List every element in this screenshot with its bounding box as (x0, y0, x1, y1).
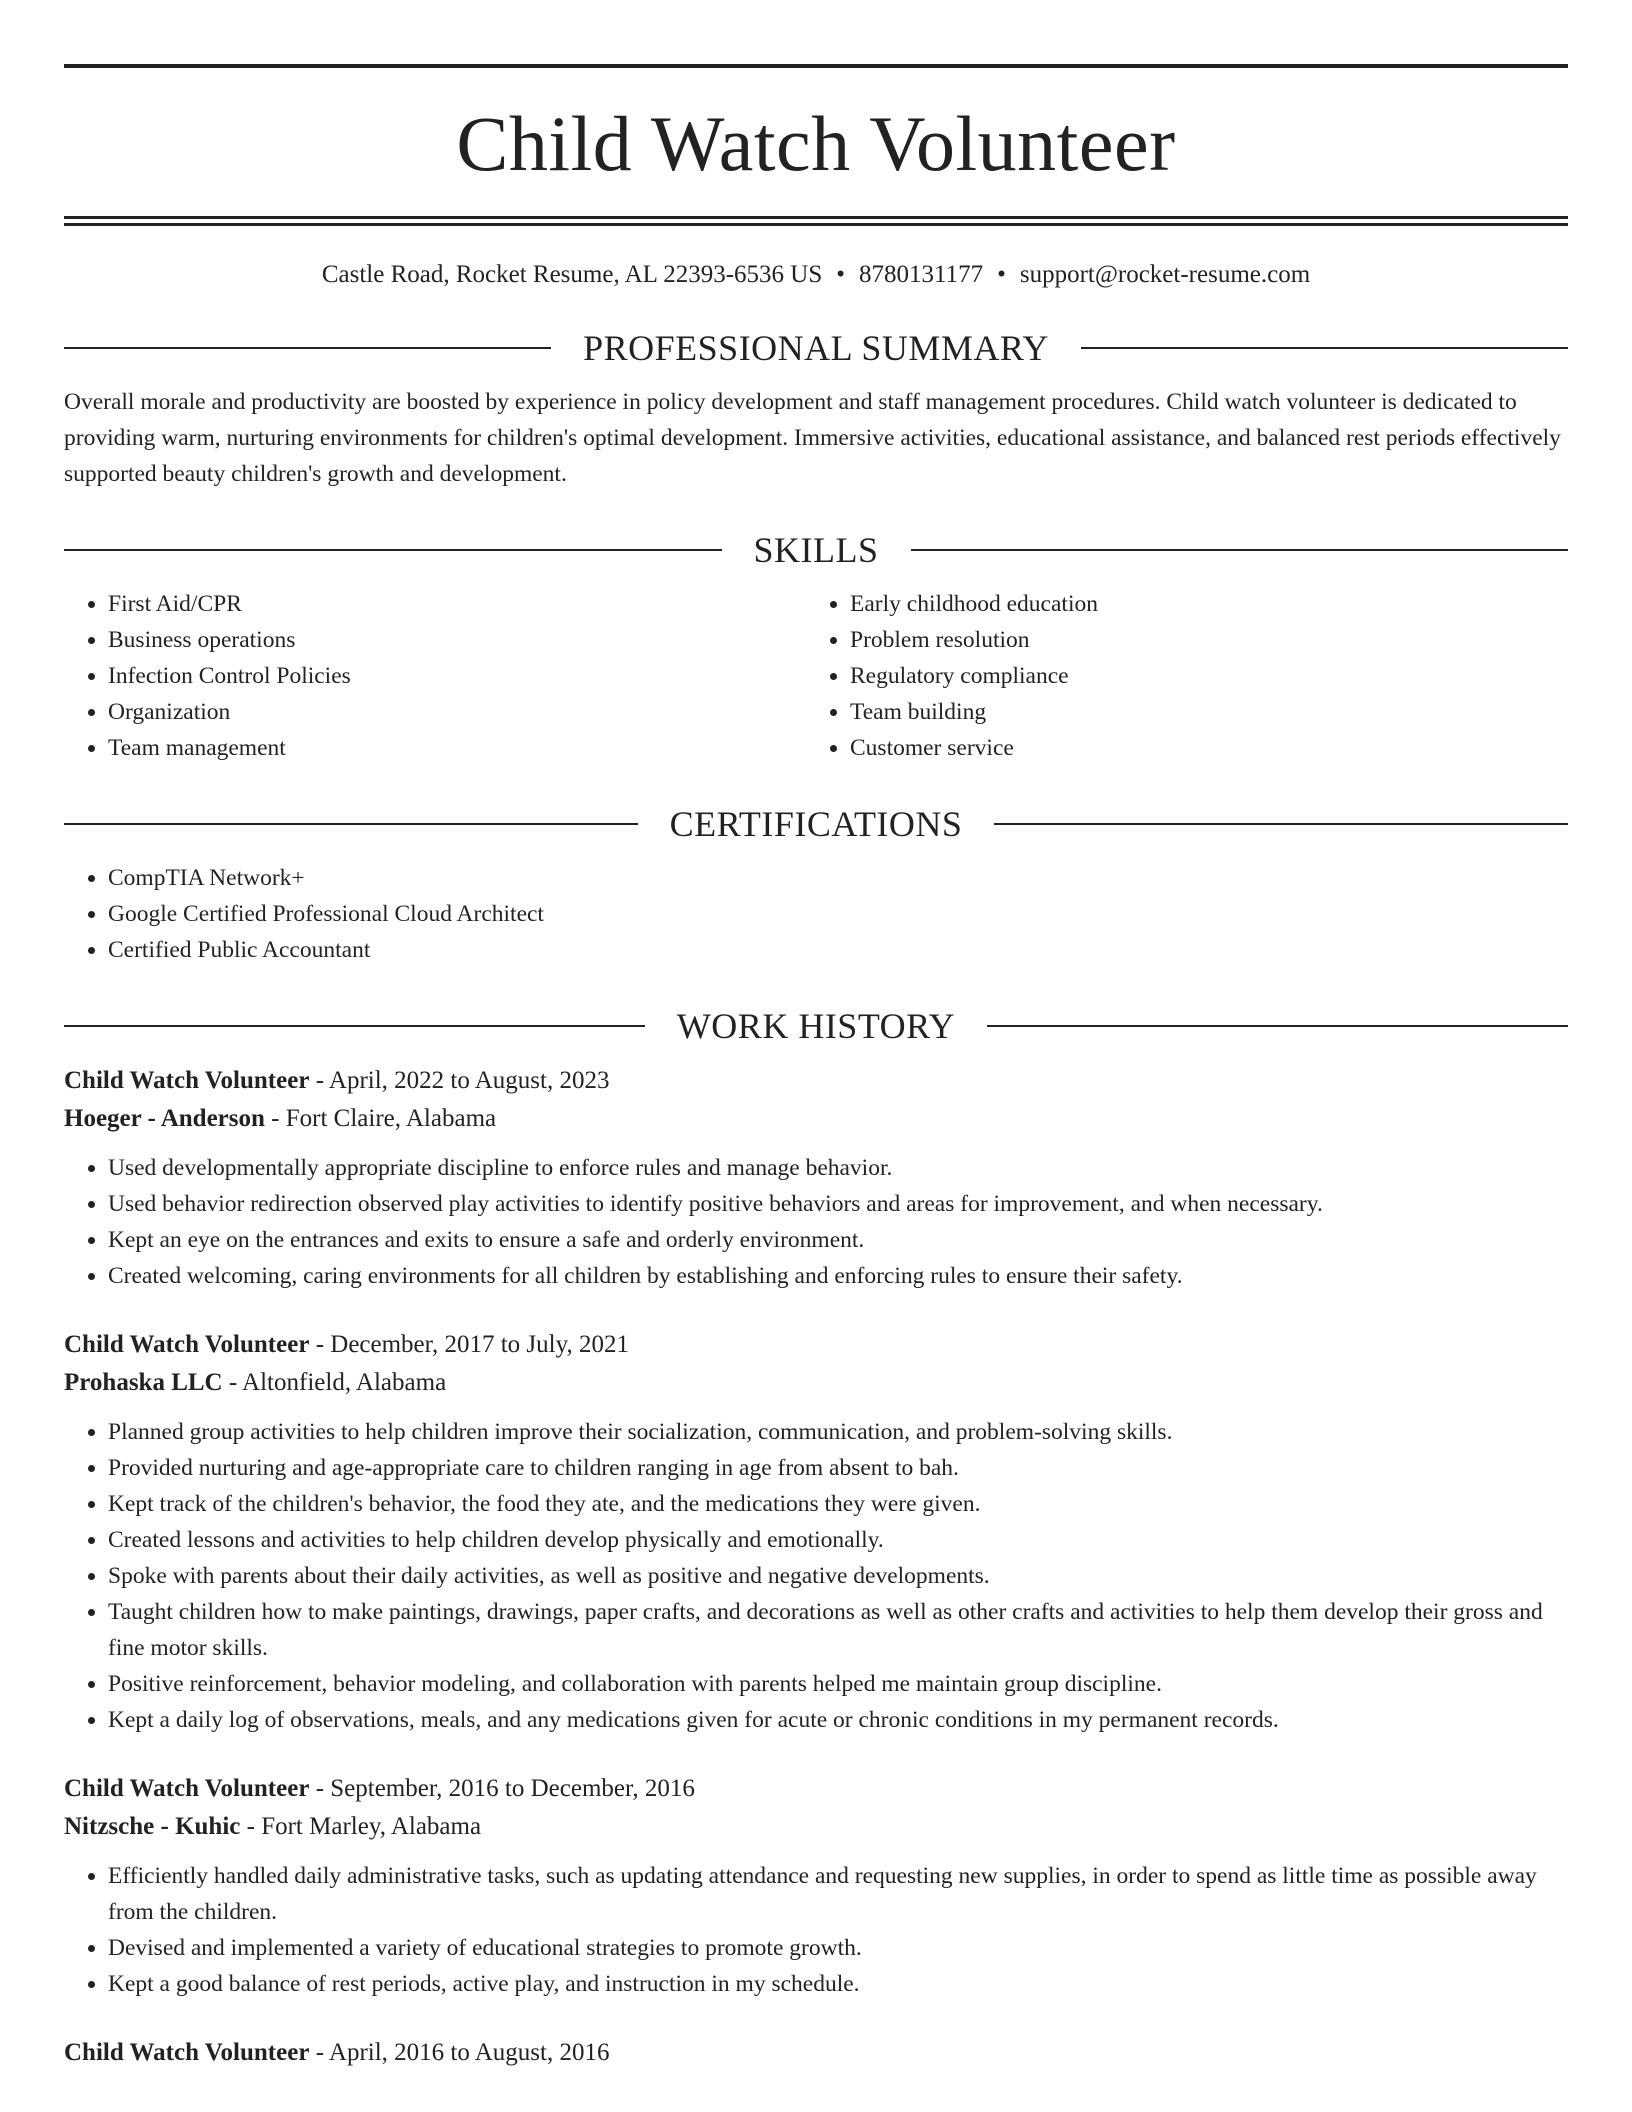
job-bullet: • Efficiently handled daily administrative tasks, such as updating attendance and requesting new supplies, in order to spend as little time as possible away from the children. (108, 1858, 1568, 1930)
job-company-line (64, 1808, 1568, 1846)
job-bullet: • Kept a daily log of observations, meals, and any medications given for acute or chronic conditions in my permanent records. (108, 1702, 1568, 1738)
job-bullets (64, 1858, 1568, 2002)
job-bullet: • Used developmentally appropriate discipline to enforce rules and manage behavior. (108, 1150, 1568, 1186)
job-bullet: • Used behavior redirection observed play activities to identify positive behaviors and areas for improvement, and when necessary. (108, 1186, 1568, 1222)
divider-line (64, 823, 638, 825)
job-entry (64, 1062, 1568, 1294)
job-bullet: • Taught children how to make paintings, drawings, paper crafts, and decorations as well as other crafts and activities to help them develop their gross and fine motor skills. (108, 1594, 1568, 1666)
skills-list-left (64, 586, 806, 766)
skills-column-left (64, 586, 806, 766)
job-dates: - April, 2022 to August, 2023 (309, 1067, 610, 1094)
job-title: Child Watch Volunteer (64, 2039, 310, 2066)
job-entry (64, 2034, 1568, 2072)
job-bullet: • Devised and implemented a variety of educational strategies to promote growth. (108, 1930, 1568, 1966)
job-title-line (64, 2034, 1568, 2072)
certification-item: • CompTIA Network+ (108, 860, 1568, 896)
contact-phone[interactable]: 8780131177 (859, 261, 984, 288)
job-bullet: • Kept an eye on the entrances and exits to ensure a safe and orderly environment. (108, 1222, 1568, 1258)
section-header-work-history (64, 1004, 1568, 1048)
section-title: SKILLS (753, 530, 879, 570)
job-title: Child Watch Volunteer (64, 1775, 310, 1802)
divider-line (64, 549, 722, 551)
skill-item: • Customer service (850, 730, 1548, 766)
job-company-line (64, 1364, 1568, 1402)
section-title: CERTIFICATIONS (669, 804, 963, 844)
job-entry (64, 1326, 1568, 1738)
certifications-list (64, 860, 1568, 968)
resume-page (64, 64, 1568, 2072)
contact-line (64, 260, 1568, 290)
job-bullet: • Spoke with parents about their daily activities, as well as positive and negative developments. (108, 1558, 1568, 1594)
job-dates: - September, 2016 to December, 2016 (309, 1775, 695, 1802)
job-dates: - December, 2017 to July, 2021 (309, 1331, 629, 1358)
job-bullet: • Kept track of the children's behavior, the food they ate, and the medications they were given. (108, 1486, 1568, 1522)
job-dates: - April, 2016 to August, 2016 (309, 2039, 610, 2066)
skill-item: • Infection Control Policies (108, 658, 806, 694)
certification-item: • Google Certified Professional Cloud Architect (108, 896, 1568, 932)
job-bullet: • Created lessons and activities to help children develop physically and emotionally. (108, 1522, 1568, 1558)
divider-line (987, 1025, 1568, 1027)
contact-email[interactable]: support@rocket-resume.com (1019, 261, 1311, 288)
job-bullets (64, 1150, 1568, 1294)
contact-separator: • (997, 261, 1006, 288)
divider-line (994, 823, 1568, 825)
job-company: Nitzsche - Kuhic (64, 1813, 241, 1840)
skill-item: • Business operations (108, 622, 806, 658)
skill-item: • Organization (108, 694, 806, 730)
job-entry (64, 1770, 1568, 2002)
job-title-line (64, 1062, 1568, 1100)
skills-column-right (806, 586, 1548, 766)
summary-text: Overall morale and productivity are boosted by experience in policy development and staff management procedures. Child watch volunteer is dedicated to providing warm, nurturing environments for children's optimal development. Immersive activities, educational assistance, and balanced rest periods effectively supported beauty children's growth and development. (64, 389, 1561, 487)
job-location: - Fort Marley, Alabama (240, 1813, 482, 1840)
skill-item: • Early childhood education (850, 586, 1548, 622)
skill-item: • Regulatory compliance (850, 658, 1548, 694)
job-company-line (64, 1100, 1568, 1138)
section-title: WORK HISTORY (676, 1006, 956, 1046)
job-bullet: • Positive reinforcement, behavior modeling, and collaboration with parents helped me maintain group discipline. (108, 1666, 1568, 1702)
contact-address: Castle Road, Rocket Resume, AL 22393-6536 US (321, 261, 823, 288)
section-title: PROFESSIONAL SUMMARY (583, 328, 1049, 368)
job-bullet: • Planned group activities to help children improve their socialization, communication, and problem-solving skills. (108, 1414, 1568, 1450)
section-header-summary (64, 326, 1568, 370)
job-title: Child Watch Volunteer (64, 1067, 310, 1094)
skill-item: • Problem resolution (850, 622, 1548, 658)
skill-item: • First Aid/CPR (108, 586, 806, 622)
contact-separator: • (836, 261, 846, 288)
job-company: Hoeger - Anderson (64, 1105, 265, 1132)
job-company: Prohaska LLC (64, 1369, 223, 1396)
divider-line (64, 1025, 645, 1027)
job-title: Child Watch Volunteer (64, 1331, 310, 1358)
job-location: - Altonfield, Alabama (222, 1369, 447, 1396)
job-bullets (64, 1414, 1568, 1738)
certification-item: • Certified Public Accountant (108, 932, 1568, 968)
divider-line (1081, 347, 1568, 349)
skill-item: • Team management (108, 730, 806, 766)
title-double-rule (64, 216, 1568, 226)
skill-item: • Team building (850, 694, 1548, 730)
resume-title: Child Watch Volunteer (456, 100, 1176, 187)
section-header-certifications (64, 802, 1568, 846)
job-bullet: • Kept a good balance of rest periods, active play, and instruction in my schedule. (108, 1966, 1568, 2002)
top-rule (64, 64, 1568, 68)
section-header-skills (64, 528, 1568, 572)
divider-line (64, 347, 551, 349)
job-bullet: • Created welcoming, caring environments for all children by establishing and enforcing rules to ensure their safety. (108, 1258, 1568, 1294)
skills-list-right (806, 586, 1548, 766)
certifications-block (64, 860, 1568, 968)
job-title-line (64, 1326, 1568, 1364)
divider-line (911, 549, 1569, 551)
job-location: - Fort Claire, Alabama (264, 1105, 497, 1132)
job-title-line (64, 1770, 1568, 1808)
job-bullet: • Provided nurturing and age-appropriate care to children ranging in age from absent to bah. (108, 1450, 1568, 1486)
skills-grid (64, 586, 1568, 766)
